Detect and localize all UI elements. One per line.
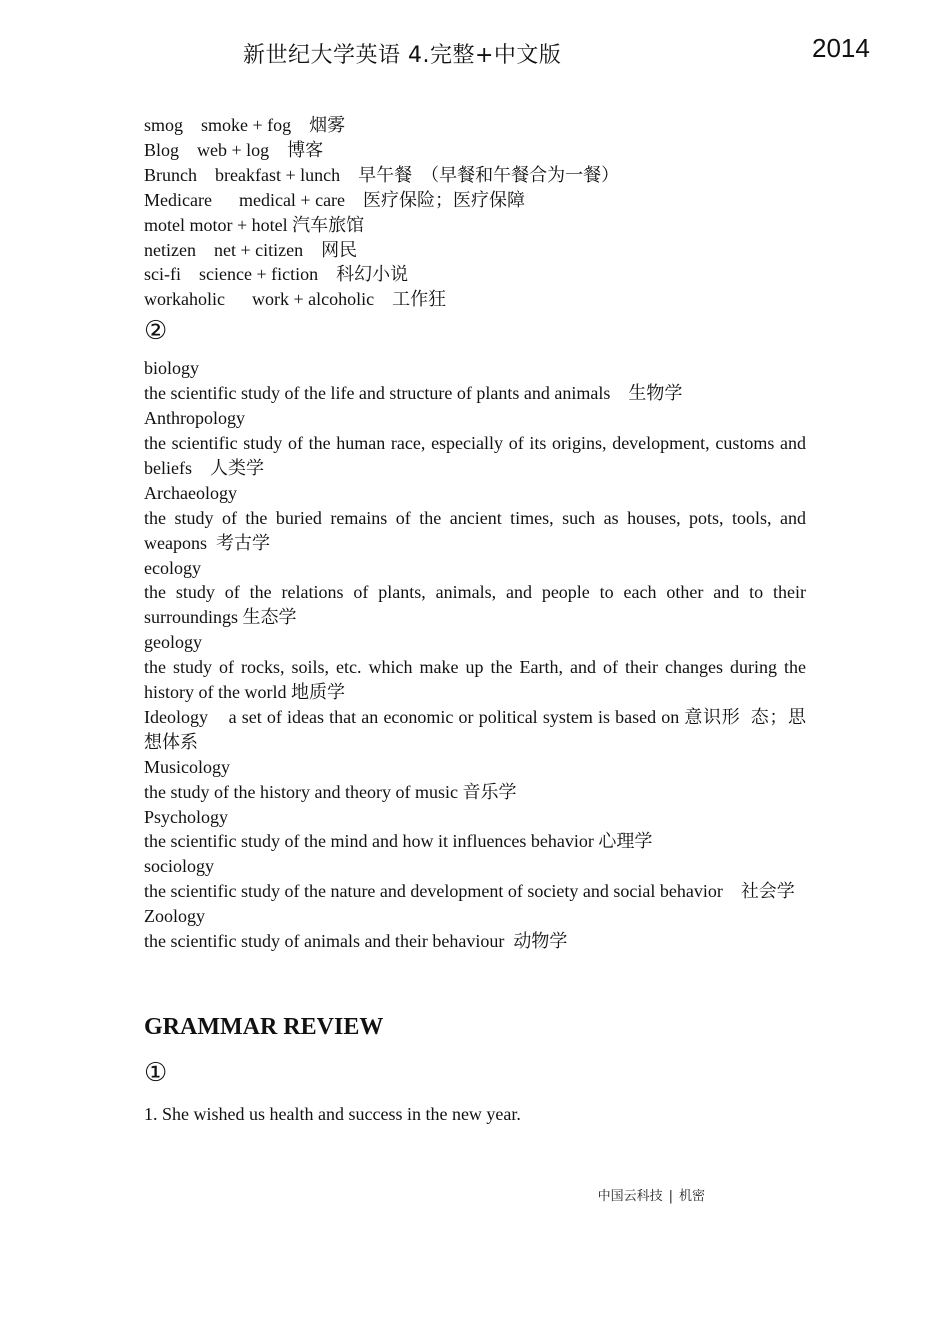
footer-confidential-label: 机密 <box>678 1189 705 1204</box>
study-definition: the scientific study of the nature and development of society and social behavior 社会学 <box>144 881 795 902</box>
page-footer <box>595 1187 705 1207</box>
study-definition: the study of the buried remains of the ancient times, such as houses, pots, tools, and weapons 考古学 <box>144 507 811 553</box>
word-blend-list <box>144 113 806 312</box>
study-term: ecology <box>144 557 201 578</box>
document-body <box>144 113 811 1127</box>
study-definition: the scientific study of animals and their behaviour 动物学 <box>144 931 568 952</box>
study-term: Musicology <box>144 756 231 777</box>
study-definition: the scientific study of the human race, especially of its origins, development, customs and beliefs 人类学 <box>144 432 811 478</box>
study-definition: the study of rocks, soils, etc. which make up the Earth, and of their changes during the history of the world 地质学 <box>144 657 811 703</box>
study-list <box>144 356 811 954</box>
section-marker-two: ② <box>144 316 168 347</box>
grammar-sentence: 1. She wished us health and success in the new year. <box>144 1104 521 1124</box>
study-term: biology <box>144 358 200 379</box>
blend-item: motel motor + hotel 汽车旅馆 <box>144 214 365 235</box>
study-definition: Ideology a set of ideas that an economic or political system is based on 意识形 态；思想体系 <box>144 706 806 752</box>
study-term: Psychology <box>144 806 229 827</box>
study-term: Archaeology <box>144 482 237 503</box>
grammar-review-heading: GRAMMAR REVIEW <box>144 1014 384 1040</box>
study-definition: the scientific study of the life and structure of plants and animals 生物学 <box>144 383 683 404</box>
study-term: Anthropology <box>144 408 245 429</box>
blend-item: smog smoke + fog 烟雾 <box>144 115 346 135</box>
blend-item: workaholic work + alcoholic 工作狂 <box>144 289 447 310</box>
blend-item: Brunch breakfast + lunch 早午餐 （早餐和午餐合为一餐） <box>144 164 620 185</box>
header-title: 新世纪大学英语 4.完整+中文版 <box>243 43 562 68</box>
blend-item: Medicare medical + care 医疗保险；医疗保障 <box>144 189 526 210</box>
study-term: sociology <box>144 856 214 877</box>
header-year: 2014 <box>812 33 870 63</box>
study-term: geology <box>144 632 202 653</box>
footer-separator: | <box>668 1189 673 1204</box>
footer-company: 中国云科技 <box>597 1189 663 1204</box>
study-definition: the study of the history and theory of music 音乐学 <box>144 781 517 802</box>
study-term: Zoology <box>144 906 205 927</box>
section-marker-one: ① <box>144 1058 168 1088</box>
blend-item: netizen net + citizen 网民 <box>144 239 358 260</box>
study-definition: the scientific study of the mind and how it influences behavior 心理学 <box>144 831 653 852</box>
study-definition: the study of the relations of plants, animals, and people to each other and to their surroundings 生态学 <box>144 582 811 628</box>
blend-item: sci-fi science + fiction 科幻小说 <box>144 264 409 285</box>
blend-item: Blog web + log 博客 <box>144 139 324 160</box>
